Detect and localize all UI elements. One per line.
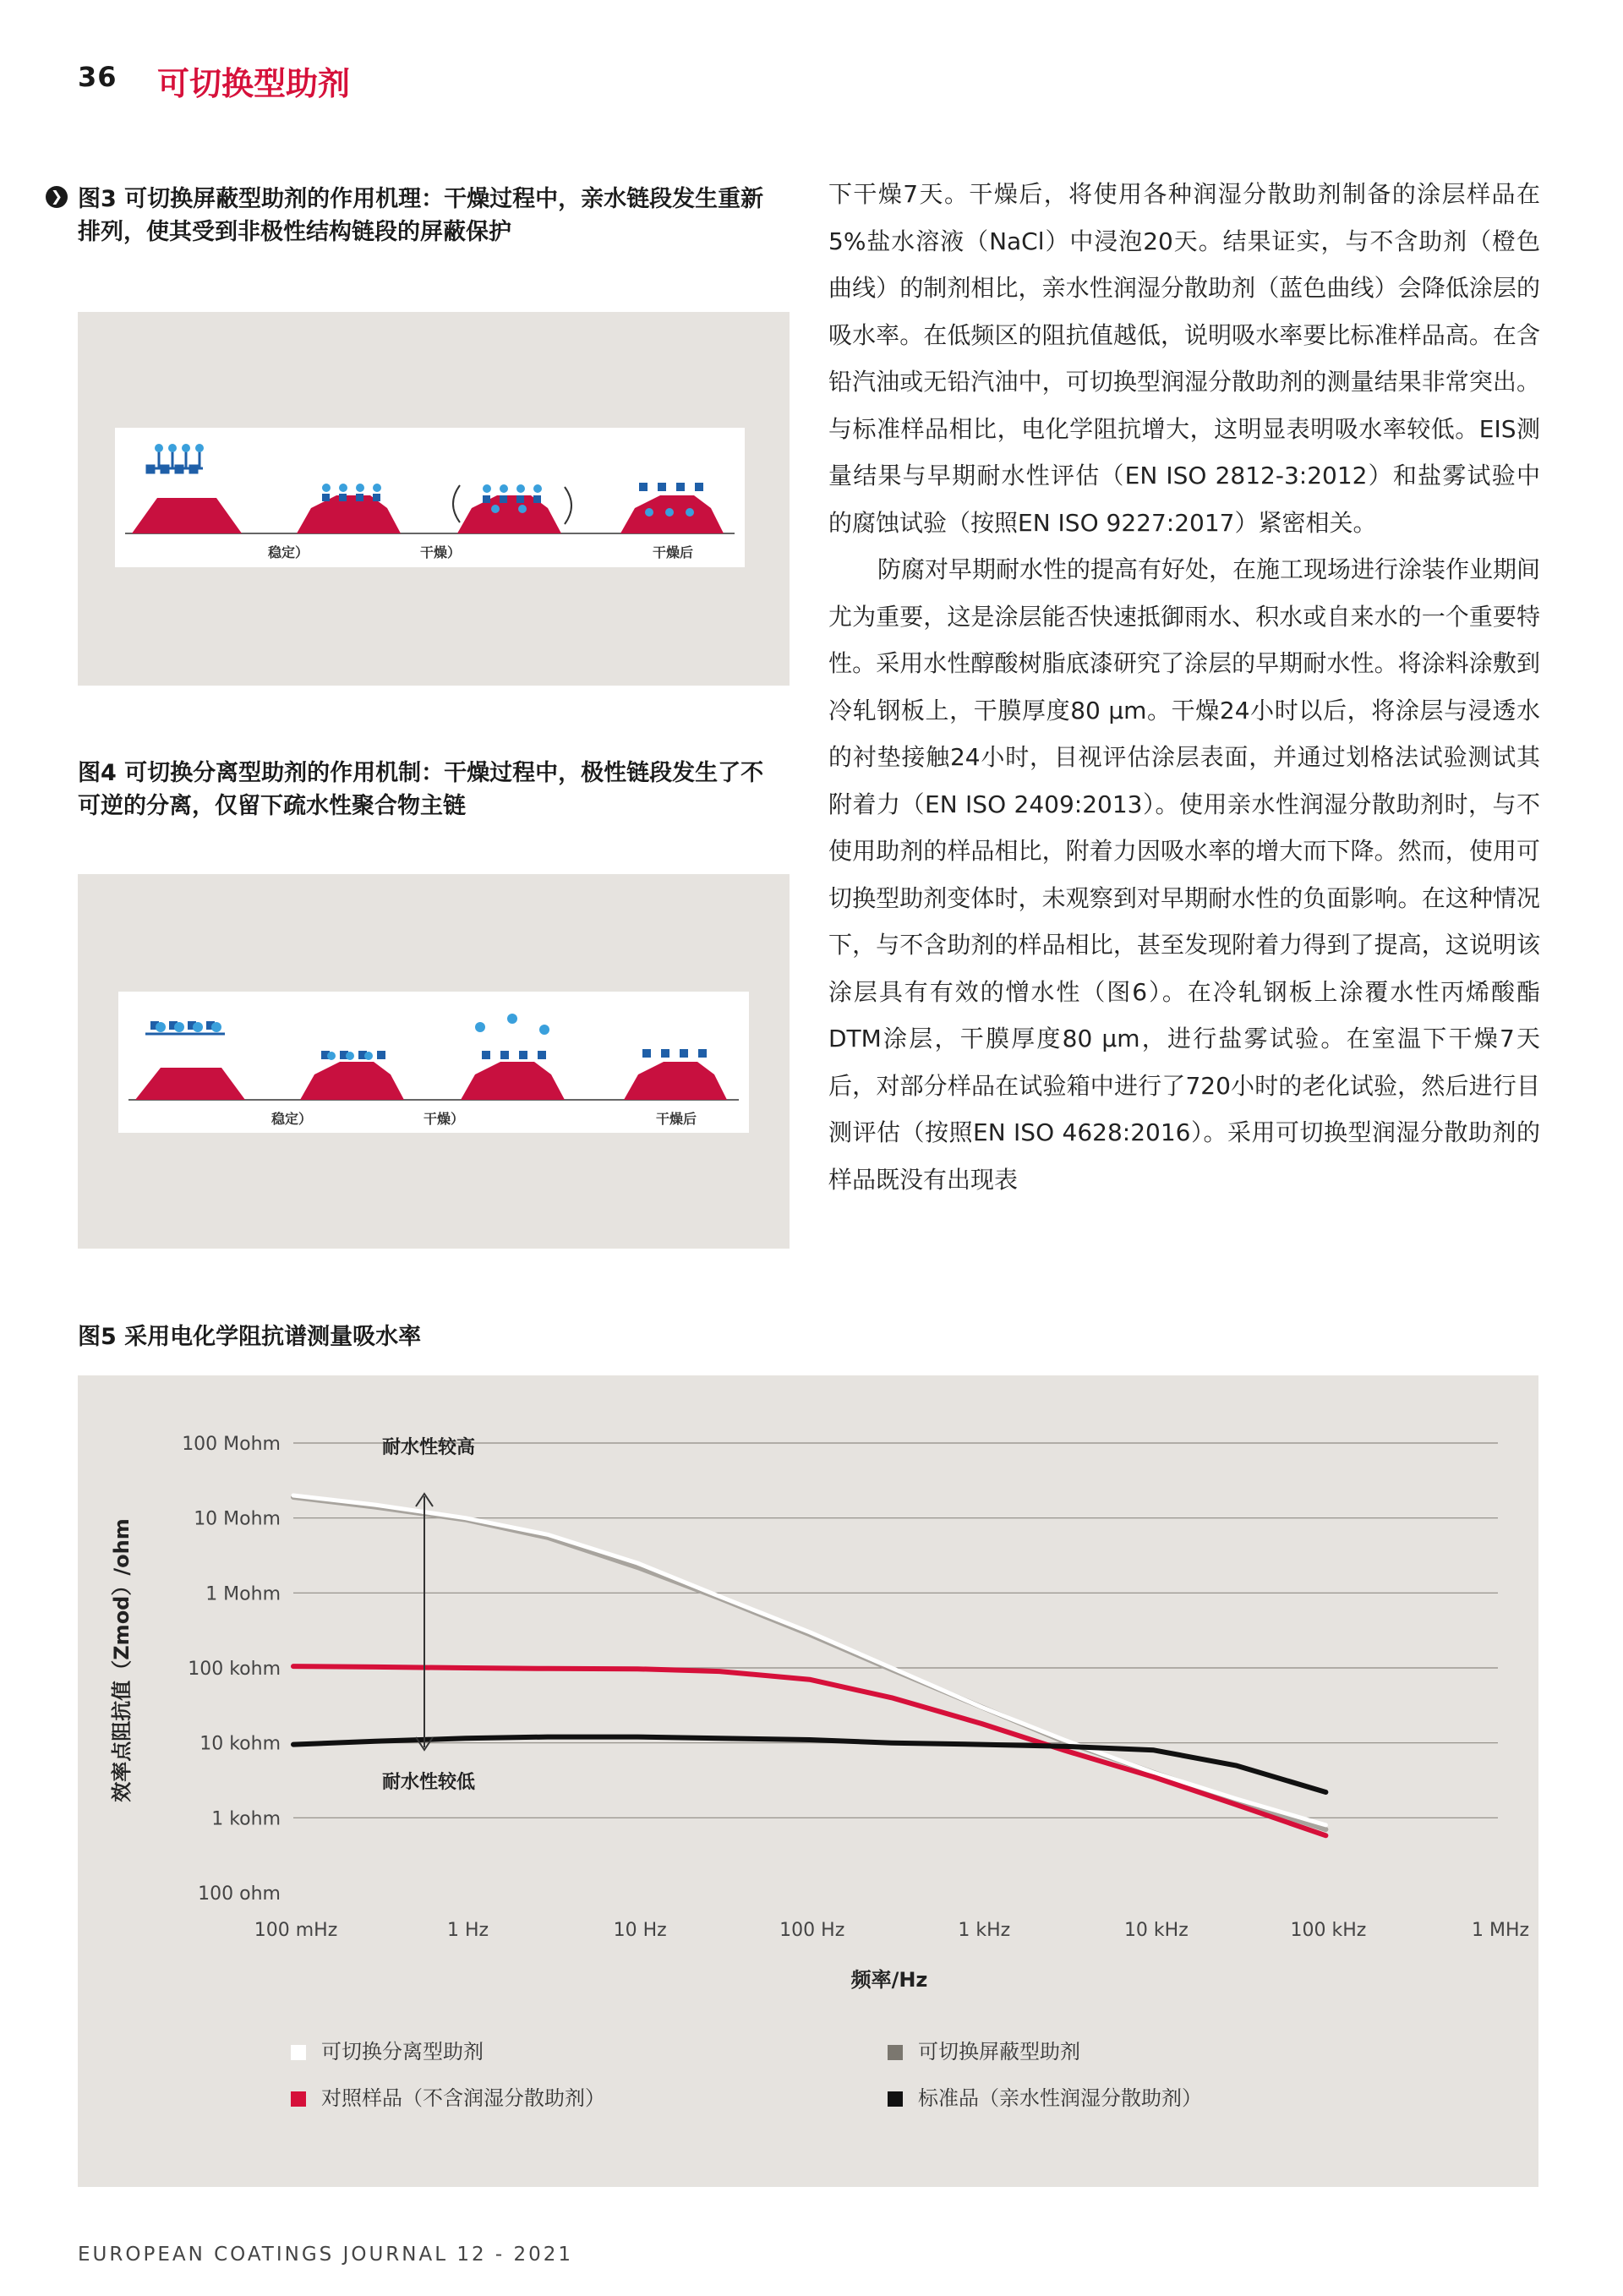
fig4-label-dried: 干燥后 xyxy=(655,1111,697,1127)
fig4-panel xyxy=(78,874,790,1249)
legend-label-0: 可切换分离型助剂 xyxy=(321,2040,484,2064)
legend-label-3: 标准品（亲水性润湿分散助剂） xyxy=(918,2086,1202,2110)
x-tick-label: 1 Hz xyxy=(447,1920,489,1941)
fig3-label-drying: 干燥） xyxy=(419,544,462,560)
fig3-label-dried: 干燥后 xyxy=(652,544,694,560)
fig3-caption-text: 图3 可切换屏蔽型助剂的作用机理：干燥过程中，亲水链段发生重新排列，使其受到非极性结构链段的屏蔽保护 xyxy=(78,186,764,245)
paragraph-2: 防腐对早期耐水性的提高有好处，在施工现场进行涂装作业期间尤为重要，这是涂层能否快速抵御雨水、积水或自来水的一个重要特性。采用水性醇酸树脂底漆研究了涂层的早期耐水性。将涂料涂敷到冷轧钢板上，干膜厚度80 μm。干燥24小时以后，将涂层与浸透水的衬垫接触24小时，目视评估涂层表面，并通过划格法试验测试其附着力（EN ISO 2409:2013）。使用亲水性润湿分散助剂时，与不使用助剂的样品相比，附着力因吸水率的增大而下降。然而，使用可切换型助剂变体时，未观察到对早期耐水性的负面影响。在这种情况下，与不含助剂的样品相比，甚至发现附着力得到了提高，这说明该涂层具有有效的憎水性（图6）。在冷轧钢板上涂覆水性丙烯酸酯DTM涂层，干膜厚度80 μm，进行盐雾试验。在室温下干燥7天后，对部分样品在试验箱中进行了720小时的老化试验，然后进行目测评估（按照EN ISO 4628:2016）。采用可切换型润湿分散助剂的样品既没有出现表 xyxy=(828,555,1541,1194)
paragraph-1: 下干燥7天。干燥后，将使用各种润湿分散助剂制备的涂层样品在5%盐水溶液（NaCl）中浸泡20天。结果证实，与不含助剂（橙色曲线）的制剂相比，亲水性润湿分散助剂（蓝色曲线）会降低涂层的吸水率。在低频区的阻抗值越低，说明吸水率要比标准样品高。在含铅汽油或无铅汽油中，可切换型润湿分散助剂的测量结果非常突出。与标准样品相比，电化学阻抗增大，这明显表明吸水率较低。EIS测量结果与早期耐水性评估（EN ISO 2812-3:2012）和盐雾试验中的腐蚀试验（按照EN ISO 9227:2017）紧密相关。 xyxy=(828,180,1540,537)
fig4-caption-text: 图4 可切换分离型助剂的作用机制：干燥过程中，极性链段发生了不可逆的分离，仅留下疏水性聚合物主链 xyxy=(78,760,764,819)
annotation-low: 耐水性较低 xyxy=(381,1772,476,1793)
fig4-diagram xyxy=(118,992,749,1133)
legend-item-3 xyxy=(888,2081,1202,2111)
y-tick-label: 10 Mohm xyxy=(194,1508,281,1530)
page-number: 36 xyxy=(78,61,117,93)
x-tick-label: 1 kHz xyxy=(958,1920,1011,1941)
y-tick-label: 100 ohm xyxy=(198,1883,281,1905)
fig5-caption-text: 图5 采用电化学阻抗谱测量吸水率 xyxy=(78,1324,422,1350)
impedance-chart xyxy=(78,1375,1538,2086)
legend-item-2 xyxy=(291,2081,605,2111)
chart-grid xyxy=(293,1443,1498,1818)
fig5-panel xyxy=(78,1375,1538,2187)
y-tick-label: 1 kohm xyxy=(211,1808,281,1830)
fig4-caption xyxy=(78,757,779,823)
legend-swatch-0 xyxy=(291,2045,306,2060)
x-tick-label: 10 kHz xyxy=(1123,1920,1189,1941)
y-tick-labels xyxy=(182,1434,281,1905)
x-tick-label: 100 kHz xyxy=(1290,1920,1367,1941)
y-axis-label: 效率点阻抗值（Zmod）/ohm xyxy=(110,1518,134,1802)
annotation-high: 耐水性较高 xyxy=(381,1437,476,1458)
legend-item-1 xyxy=(888,2035,1080,2064)
y-tick-label: 1 Mohm xyxy=(205,1583,281,1605)
section-title: 可切换型助剂 xyxy=(157,65,351,102)
x-tick-label: 1 MHz xyxy=(1471,1920,1530,1941)
x-tick-label: 100 mHz xyxy=(254,1920,338,1941)
fig3-diagram xyxy=(115,428,745,567)
legend-label-1: 可切换屏蔽型助剂 xyxy=(918,2040,1080,2064)
x-axis-label: 频率/Hz xyxy=(850,1968,928,1992)
fig3-caption xyxy=(50,183,779,249)
footer: EUROPEAN COATINGS JOURNAL 12 - 2021 xyxy=(78,2244,574,2266)
legend-swatch-3 xyxy=(888,2091,903,2107)
y-tick-label: 10 kohm xyxy=(199,1733,281,1755)
y-tick-label: 100 kohm xyxy=(188,1659,281,1680)
fig3-panel xyxy=(78,312,790,686)
x-tick-labels xyxy=(254,1920,1529,1941)
x-tick-label: 10 Hz xyxy=(613,1920,667,1941)
fig4-label-drying: 干燥） xyxy=(423,1111,465,1127)
legend-swatch-2 xyxy=(291,2091,306,2107)
x-tick-label: 100 Hz xyxy=(779,1920,845,1941)
y-tick-label: 100 Mohm xyxy=(182,1434,281,1455)
fig5-caption xyxy=(78,1320,421,1353)
fig4-label-stable: 稳定） xyxy=(270,1111,313,1127)
body-text xyxy=(828,171,1540,1203)
legend-label-2: 对照样品（不含润湿分散助剂） xyxy=(321,2086,605,2110)
legend-swatch-1 xyxy=(888,2045,903,2060)
fig3-label-stable: 稳定） xyxy=(267,544,309,560)
arrow-icon: ❯ xyxy=(46,186,68,208)
legend-item-0 xyxy=(291,2035,484,2064)
